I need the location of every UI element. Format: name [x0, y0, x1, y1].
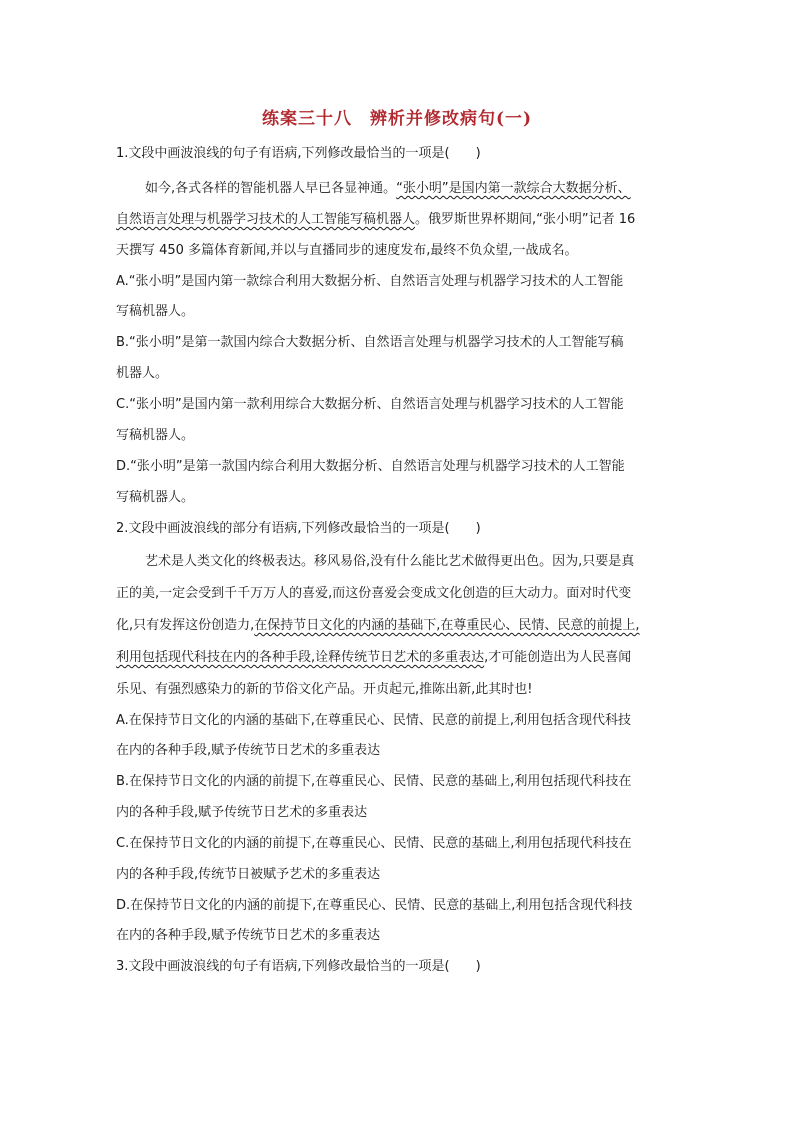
q1-option-b-cont: 机器人。	[116, 366, 169, 381]
plain-text: 艺术是人类文化的终极表达。移风易俗,没有什么能比艺术做得更出色。因为,只要是真	[145, 554, 635, 569]
q2-passage-line	[116, 617, 640, 635]
q1-option-d: D.“张小明”是第一款国内综合利用大数据分析、自然语言处理与机器学习技术的人工智能	[116, 459, 625, 474]
plain-text: ,才可能创造出为人民喜闻	[484, 650, 632, 665]
q1-option-c-cont: 写稿机器人。	[116, 428, 195, 443]
plain-text: 乐见、有强烈感染力的新的节俗文化产品。开贞起元,推陈出新,此其时也!	[116, 682, 533, 697]
q2-option-b: B.在保持节日文化的内涵的前提下,在尊重民心、民情、民意的基础上,利用包括现代科技在	[116, 774, 632, 789]
q2-option-b-cont: 内的各种手段,赋予传统节日艺术的多重表达	[116, 805, 368, 820]
q1-passage-line	[145, 180, 631, 198]
page-title: 练案三十八 辨析并修改病句(一)	[261, 109, 533, 129]
plain-text: 如今,各式各样的智能机器人早已各显神通。	[145, 181, 397, 196]
question-1-stem: 1.文段中画波浪线的句子有语病,下列修改最恰当的一项是( )	[116, 146, 481, 161]
q2-passage-line	[116, 681, 532, 699]
q1-option-a-cont: 写稿机器人。	[116, 304, 195, 319]
plain-text: 正的美,一定会受到千千万万人的喜爱,而这份喜爱会变成文化创造的巨大动力。面对时代变	[116, 586, 632, 601]
q1-passage-line	[116, 211, 635, 229]
q2-passage-line	[116, 585, 631, 603]
q2-option-c: C.在保持节日文化的内涵的前提下,在尊重民心、民情、民意的基础上,利用包括现代科技在	[116, 836, 632, 851]
q2-option-a: A.在保持节日文化的内涵的基础下,在尊重民心、民情、民意的前提上,利用包括含现代科技	[116, 713, 632, 728]
q1-option-b: B.“张小明”是第一款国内综合大数据分析、自然语言处理与机器学习技术的人工智能写稿	[116, 335, 624, 350]
plain-text: 。俄罗斯世界杯期间,“张小明”记者 16	[415, 212, 636, 227]
q1-option-a: A.“张小明”是国内第一款综合利用大数据分析、自然语言处理与机器学习技术的人工智能	[116, 274, 624, 289]
q1-option-c: C.“张小明”是国内第一款利用综合大数据分析、自然语言处理与机器学习技术的人工智能	[116, 397, 624, 412]
q1-passage-line	[116, 242, 577, 260]
q2-option-d: D.在保持节日文化的内涵的前提下,在尊重民心、民情、民意的基础上,利用包括含现代科技	[116, 898, 633, 913]
question-2-stem: 2.文段中画波浪线的部分有语病,下列修改最恰当的一项是( )	[116, 521, 481, 536]
plain-text: 天撰写 450 多篇体育新闻,并以与直播同步的速度发布,最终不负众望,一战成名。	[116, 243, 578, 258]
q2-option-d-cont: 在内的各种手段,赋予传统节日艺术的多重表达	[116, 928, 381, 943]
q2-passage-line	[116, 649, 631, 667]
wavy-underlined-text: “张小明”是国内第一款综合大数据分析、	[396, 181, 631, 196]
q2-option-a-cont: 在内的各种手段,赋予传统节日艺术的多重表达	[116, 743, 381, 758]
q1-option-d-cont: 写稿机器人。	[116, 490, 195, 505]
plain-text: 化,只有发挥这份创造力,	[116, 618, 255, 633]
q2-passage-line	[145, 553, 634, 571]
question-3-stem: 3.文段中画波浪线的句子有语病,下列修改最恰当的一项是( )	[116, 959, 481, 974]
wavy-underlined-text: 自然语言处理与机器学习技术的人工智能写稿机器人	[116, 212, 416, 227]
q2-option-c-cont: 内的各种手段,传统节日被赋予艺术的多重表达	[116, 867, 381, 882]
wavy-underlined-text: 在保持节日文化的内涵的基础下,在尊重民心、民情、民意的前提上,	[254, 618, 640, 633]
wavy-underlined-text: 利用包括现代科技在内的各种手段,诠释传统节日艺术的多重表达	[116, 650, 485, 665]
